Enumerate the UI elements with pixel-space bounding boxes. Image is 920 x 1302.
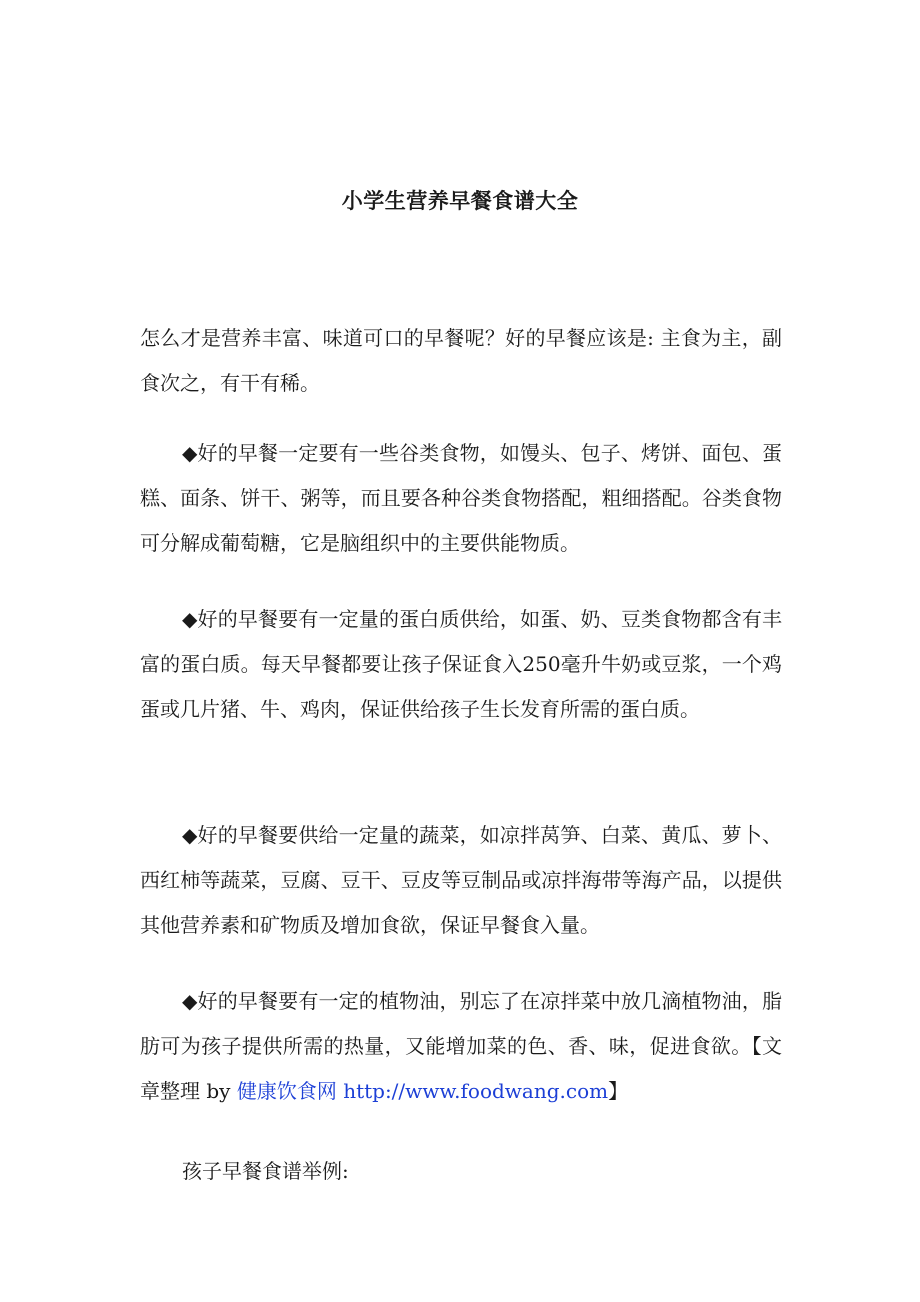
oil-paragraph: ◆好的早餐要有一定的植物油，别忘了在凉拌菜中放几滴植物油，脂肪可为孩子提供所需的热量，又能增加菜的色、香、味，促进食欲。 <box>140 989 782 1058</box>
grain-paragraph: ◆好的早餐一定要有一些谷类食物，如馒头、包子、烤饼、面包、蛋糕、面条、饼干、粥等，而且要各种谷类食物搭配，粗细搭配。谷类食物可分解成葡萄糖，它是脑组织中的主要供能物质。 <box>140 441 782 555</box>
example-heading: 孩子早餐食谱举例: <box>182 1159 349 1183</box>
site-url-link[interactable]: http://www.foodwang.com <box>343 1079 609 1103</box>
vegetable-paragraph: ◆好的早餐要供给一定量的蔬菜，如凉拌莴笋、白菜、黄瓜、萝卜、西红柿等蔬菜，豆腐、豆干、豆皮等豆制品或凉拌海带等海产品，以提供其他营养素和矿物质及增加食欲，保证早餐食入量。 <box>140 823 782 937</box>
site-name-link[interactable]: 健康饮食网 <box>236 1079 337 1103</box>
document-title: 小学生营养早餐食谱大全 <box>341 188 579 213</box>
credit-suffix: 】 <box>608 1079 629 1103</box>
oil-paragraph-block <box>140 979 782 1114</box>
intro-paragraph: 怎么才是营养丰富、味道可口的早餐呢？好的早餐应该是: 主食为主，副食次之，有干有稀。 <box>140 326 782 395</box>
credit-prefix: 【文章整理 by <box>140 1034 783 1103</box>
protein-paragraph: ◆好的早餐要有一定量的蛋白质供给，如蛋、奶、豆类食物都含有丰富的蛋白质。每天早餐都要让孩子保证食入250毫升牛奶或豆浆，一个鸡蛋或几片猪、牛、鸡肉，保证供给孩子生长发育所需的蛋白质。 <box>140 607 782 721</box>
